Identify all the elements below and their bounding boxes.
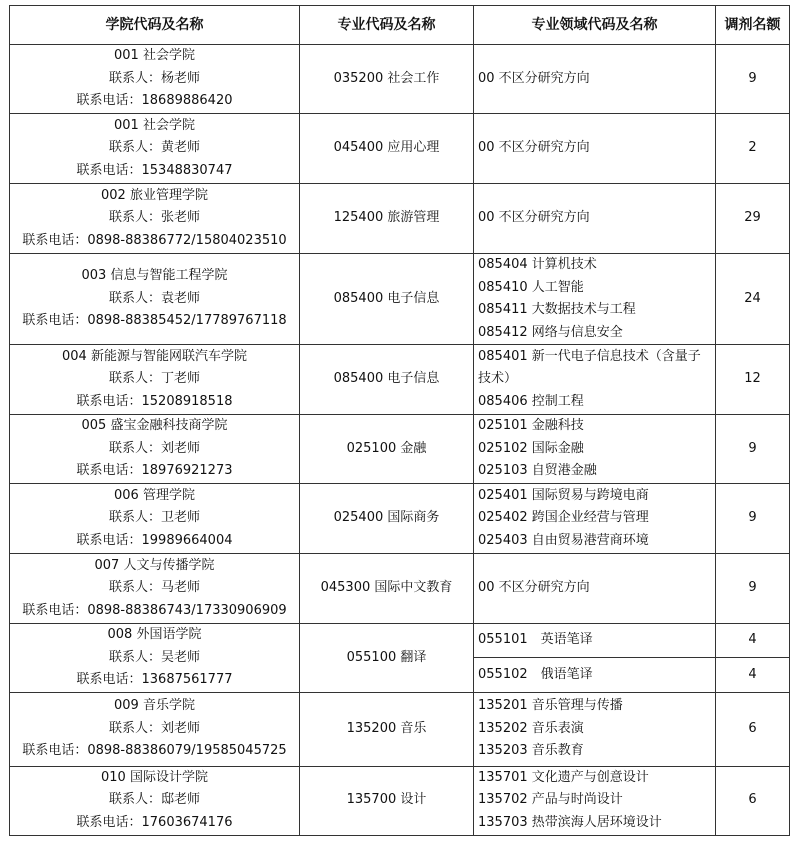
major-cell: 025100 金融	[300, 415, 474, 484]
field-item: 135202 音乐表演	[478, 720, 584, 736]
college-contact: 联系人：黄老师	[108, 140, 200, 156]
header-field: 专业领域代码及名称	[474, 6, 716, 45]
college-name: 006 管理学院	[114, 487, 195, 503]
table-row	[10, 554, 790, 624]
table-row	[10, 415, 790, 484]
college-contact: 联系人：刘老师	[108, 440, 200, 456]
quota-cell: 12	[716, 345, 790, 415]
college-cell	[10, 484, 300, 554]
major-cell: 125400 旅游管理	[300, 184, 474, 254]
college-phone: 联系电话：0898-88386772/15804023510	[22, 232, 287, 248]
field-item: 135702 产品与时尚设计	[478, 792, 623, 808]
college-name: 001 社会学院	[114, 48, 195, 64]
college-phone: 联系电话：0898-88386079/19585045725	[22, 743, 287, 759]
field-item: 135203 音乐教育	[478, 743, 584, 759]
major-cell: 045300 国际中文教育	[300, 554, 474, 624]
field-cell: 00 不区分研究方向	[474, 184, 716, 254]
college-cell	[10, 624, 300, 693]
college-cell	[10, 184, 300, 254]
college-contact: 联系人：袁老师	[108, 290, 200, 306]
college-contact: 联系人：吴老师	[108, 649, 200, 665]
major-cell: 025400 国际商务	[300, 484, 474, 554]
field-item: 135201 音乐管理与传播	[478, 698, 623, 714]
college-contact: 联系人：马老师	[108, 580, 200, 596]
table-row	[10, 254, 790, 345]
college-cell	[10, 345, 300, 415]
quota-cell: 9	[716, 484, 790, 554]
college-cell	[10, 254, 300, 345]
college-cell	[10, 692, 300, 766]
table-row	[10, 345, 790, 415]
field-item: 085401 新一代电子信息技术（含量子技术）	[478, 348, 701, 387]
quota-cell: 9	[716, 415, 790, 484]
field-cell	[474, 484, 716, 554]
field-cell	[474, 345, 716, 415]
field-item: 025102 国际金融	[478, 440, 584, 456]
quota-cell: 2	[716, 114, 790, 184]
college-name: 002 旅业管理学院	[101, 187, 208, 203]
field-item: 085410 人工智能	[478, 279, 584, 295]
table-row	[10, 114, 790, 184]
field-cell	[474, 415, 716, 484]
field-item: 135703 热带滨海人居环境设计	[478, 814, 662, 830]
major-cell: 085400 电子信息	[300, 254, 474, 345]
field-cell: 00 不区分研究方向	[474, 554, 716, 624]
college-contact: 联系人：卫老师	[108, 510, 200, 526]
college-contact: 联系人：邸老师	[108, 792, 200, 808]
field-item: 085412 网络与信息安全	[478, 324, 623, 340]
college-phone: 联系电话：19989664004	[76, 532, 233, 548]
major-cell: 035200 社会工作	[300, 45, 474, 114]
college-phone: 联系电话：0898-88385452/17789767118	[22, 313, 287, 329]
table-row	[10, 624, 790, 658]
college-phone: 联系电话：13687561777	[76, 672, 233, 687]
college-phone: 联系电话：0898-88386743/17330906909	[22, 602, 287, 618]
field-item: 135701 文化遗产与创意设计	[478, 769, 649, 785]
major-cell: 055100 翻译	[300, 624, 474, 693]
field-cell	[474, 766, 716, 835]
table-header-row	[10, 6, 790, 45]
header-quota: 调剂名额	[716, 6, 790, 45]
college-cell	[10, 766, 300, 835]
quota-cell: 6	[716, 766, 790, 835]
college-name: 005 盛宝金融科技商学院	[81, 418, 228, 434]
college-cell	[10, 114, 300, 184]
quota-cell: 4	[716, 624, 790, 658]
major-cell: 135700 设计	[300, 766, 474, 835]
header-major: 专业代码及名称	[300, 6, 474, 45]
field-item: 025402 跨国企业经营与管理	[478, 510, 649, 526]
field-cell: 00 不区分研究方向	[474, 45, 716, 114]
major-cell: 135200 音乐	[300, 692, 474, 766]
college-name: 001 社会学院	[114, 117, 195, 133]
college-phone: 联系电话：15348830747	[76, 162, 233, 178]
field-cell	[474, 692, 716, 766]
college-phone: 联系电话：15208918518	[76, 393, 233, 409]
major-cell: 045400 应用心理	[300, 114, 474, 184]
field-item: 025101 金融科技	[478, 418, 584, 434]
quota-cell: 9	[716, 554, 790, 624]
table-row	[10, 766, 790, 835]
table-row	[10, 45, 790, 114]
college-contact: 联系人：丁老师	[108, 371, 200, 387]
field-cell: 00 不区分研究方向	[474, 114, 716, 184]
college-name: 010 国际设计学院	[101, 769, 208, 785]
college-contact: 联系人：刘老师	[108, 720, 200, 736]
field-item: 085406 控制工程	[478, 393, 584, 409]
college-name: 008 外国语学院	[107, 627, 202, 642]
table-row	[10, 484, 790, 554]
college-name: 007 人文与传播学院	[94, 557, 215, 573]
quota-cell: 29	[716, 184, 790, 254]
quota-cell: 24	[716, 254, 790, 345]
field-item: 025401 国际贸易与跨境电商	[478, 487, 649, 503]
quota-cell: 6	[716, 692, 790, 766]
table-row	[10, 184, 790, 254]
field-item: 025103 自贸港金融	[478, 463, 597, 479]
college-contact: 联系人：张老师	[108, 210, 200, 226]
header-college: 学院代码及名称	[10, 6, 300, 45]
field-item: 025403 自由贸易港营商环境	[478, 532, 649, 548]
quota-cell: 9	[716, 45, 790, 114]
college-phone: 联系电话：17603674176	[76, 814, 233, 830]
field-cell: 055102 俄语笔译	[474, 658, 716, 692]
field-item: 085411 大数据技术与工程	[478, 302, 636, 317]
college-cell	[10, 45, 300, 114]
college-phone: 联系电话：18976921273	[76, 463, 233, 479]
college-cell	[10, 415, 300, 484]
major-cell: 085400 电子信息	[300, 345, 474, 415]
college-name: 004 新能源与智能网联汽车学院	[62, 348, 247, 364]
quota-cell: 4	[716, 658, 790, 692]
field-cell	[474, 254, 716, 345]
college-name: 003 信息与智能工程学院	[81, 268, 228, 284]
college-name: 009 音乐学院	[114, 698, 195, 714]
adjustment-quota-table	[9, 5, 790, 836]
field-cell: 055101 英语笔译	[474, 624, 716, 658]
college-phone: 联系电话：18689886420	[76, 93, 233, 109]
table-row	[10, 692, 790, 766]
college-cell	[10, 554, 300, 624]
field-item: 085404 计算机技术	[478, 257, 597, 272]
college-contact: 联系人：杨老师	[108, 70, 200, 86]
